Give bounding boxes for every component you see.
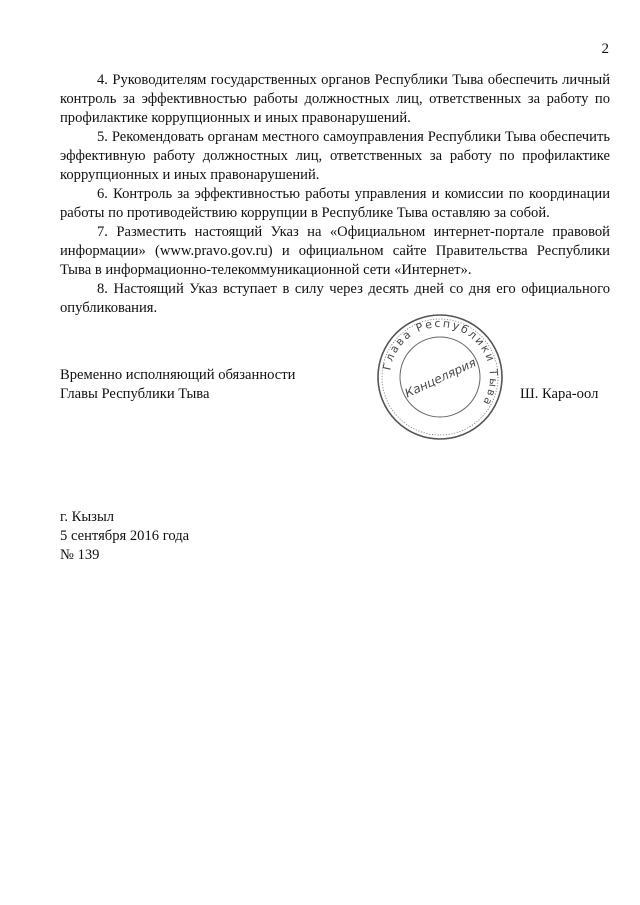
paragraph-5: 5. Рекомендовать органам местного самоуправления Республики Тыва обеспечить эффективную работу должностных лиц, ответственных за работу по профилактике коррупционных и иных правонарушений.	[60, 129, 610, 183]
signer-name: Ш. Кара-оол	[520, 386, 599, 402]
footer-city: г. Кызыл	[60, 509, 115, 525]
stamp-ring-text: Глава Республики Тыва	[380, 316, 501, 410]
page-number: 2	[601, 41, 609, 57]
signer-title-line2: Главы Республики Тыва	[60, 386, 210, 402]
decree-footer	[60, 508, 189, 565]
paragraph-6: 6. Контроль за эффективностью работы управления и комиссии по координации работы по противодействию коррупции в Республике Тыва оставляю за собой.	[60, 186, 610, 221]
paragraph-7: 7. Разместить настоящий Указ на «Официальном интернет-портале правовой информации» (www.pravo.gov.ru) и официальном сайте Правительства Республики Тыва в информационно-телекоммуникационной сети «Интернет».	[60, 224, 610, 278]
footer-date: 5 сентября 2016 года	[60, 528, 190, 544]
paragraph-8: 8. Настоящий Указ вступает в силу через десять дней со дня его официального опубликования.	[60, 281, 610, 316]
paragraph-4: 4. Руководителям государственных органов Республики Тыва обеспечить личный контроль за эффективностью работы должностных лиц, ответственных за работу по профилактике коррупционных и иных правонарушений.	[60, 72, 610, 126]
stamp-center-text: Канцелярия	[402, 355, 479, 401]
signer-title-line1: Временно исполняющий обязанности	[60, 367, 296, 383]
footer-number: № 139	[60, 547, 100, 563]
decree-body	[60, 71, 610, 318]
